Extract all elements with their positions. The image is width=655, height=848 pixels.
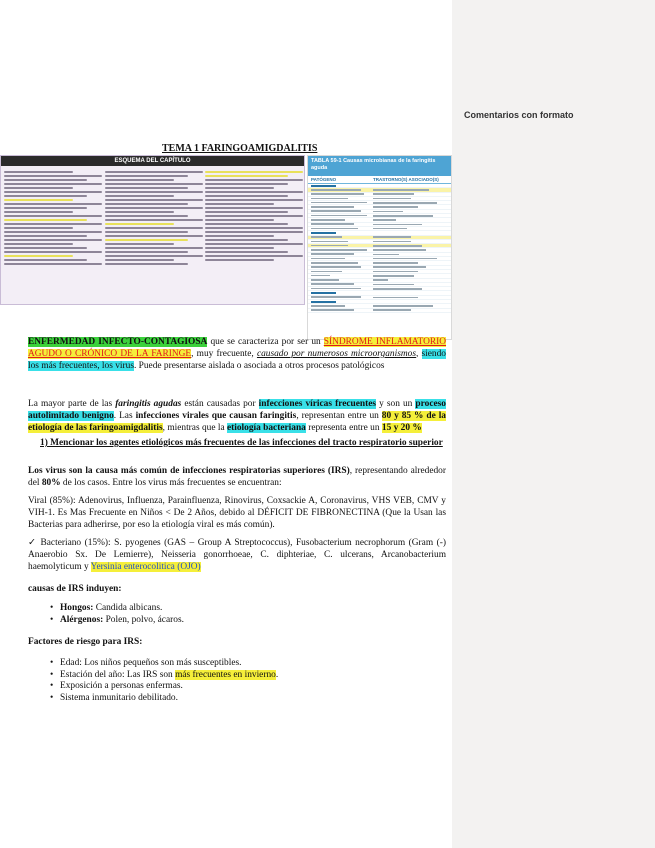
text-span: . Puede presentarse aislada o asociada a otros procesos patológicos: [133, 361, 385, 371]
text-microorganismos: causado por numerosos microorganismos: [256, 349, 416, 359]
comments-pane-title: Comentarios con formato: [464, 110, 574, 120]
text-yersinia: Yersinia enterocolitica (OJO): [90, 562, 201, 572]
paragraph-etiology: [28, 398, 446, 434]
text-virus-frecuentes: siendo los más frecuentes, los virus: [28, 349, 446, 371]
text-span: ✓ Bacteriano (15%): S. pyogenes (GAS – Group A Streptococcus), Fusobacterium necrophorum (Gram (-) Anaerobio Sx. De Lemierre), Neisseria gonorrhoeae, C. diphteriae, C. ulcerans, Arcanobacterium haemolyticum y: [28, 538, 446, 572]
text-infecciones-virales: infecciones virales que causan faringitis: [135, 411, 297, 421]
list-item-label: Alérgenos:: [60, 614, 104, 625]
text-virus-causa: Los virus son la causa más común de infecciones respiratorias superiores (IRS): [28, 466, 350, 476]
text-span: , representando alrededor del: [28, 466, 446, 488]
list-item-text: Sistema inmunitario debilitado.: [60, 692, 178, 703]
microbial-causes-table-image: [307, 155, 452, 340]
outline-column-1: [4, 169, 102, 267]
table-col-pathogen: PATÓGENO: [311, 177, 337, 182]
text-proceso-autolimitado: proceso autolimitado benigno: [28, 399, 446, 421]
outline-column-2: [105, 169, 203, 267]
paragraph-risk-factors: Factores de riesgo para IRS:: [28, 637, 143, 647]
text-span: que se caracteriza por ser un: [207, 337, 324, 347]
text-infecciones-viricas: infecciones víricas frecuentes: [258, 399, 377, 409]
list-item-text: Estación del año: Las IRS son: [60, 669, 176, 680]
chapter-outline-header: ESQUEMA DEL CAPÍTULO: [1, 156, 304, 166]
text-span: representa entre un: [305, 423, 382, 433]
list-item-text: Candida albicans.: [93, 603, 163, 613]
text-15-20: 15 y 20 %: [381, 423, 422, 433]
document-title: TEMA 1 FARINGOAMIGDALITIS: [162, 143, 318, 154]
risk-factors-list: [60, 658, 440, 704]
text-infectocontagiosa: ENFERMEDAD INFECTO-CONTAGIOSA: [28, 337, 208, 347]
text-80: 80%: [41, 478, 61, 488]
list-item-label: Hongos:: [60, 603, 94, 613]
list-item: [60, 603, 440, 615]
text-span: , muy frecuente,: [191, 349, 257, 359]
table-image-header: TABLA 59-1 Causas microbianas de la faringitis aguda: [308, 156, 451, 176]
list-item-text: Edad: Los niños pequeños son más susceptibles.: [60, 658, 242, 668]
text-span: de los casos. Entre los virus más frecuentes se encuentran:: [60, 478, 282, 488]
text-span: , mientras que la: [162, 423, 227, 433]
text-span: están causadas por: [181, 399, 259, 409]
paragraph-causas-irs: causas de IRS induyen:: [28, 584, 122, 594]
list-item-text: .: [275, 669, 279, 680]
comments-pane: [452, 0, 655, 848]
causes-list: [60, 603, 440, 626]
paragraph-definition: [28, 336, 446, 372]
list-item: [60, 681, 440, 693]
list-item-text: Polen, polvo, ácaros.: [103, 614, 184, 625]
list-item: [60, 658, 440, 670]
paragraph-bacteriano: [28, 537, 446, 573]
list-item-text: Exposición a personas enfermas.: [60, 681, 183, 691]
chapter-outline-image: [0, 155, 305, 305]
section-heading-1: 1) Mencionar los agentes etiológicos más frecuentes de las infecciones del tracto respiratorio superior: [40, 438, 443, 448]
text-faringitis-agudas: faringitis agudas: [115, 399, 182, 409]
text-80-85: 80 y 85 % de la etiología de las faringoamigdalitis: [28, 411, 446, 433]
text-invierno: más frecuentes en invierno: [175, 669, 276, 680]
text-span: ,: [415, 349, 422, 359]
table-image-column-headers: [308, 176, 451, 184]
list-item: [60, 693, 440, 705]
text-sindrome: SÍNDROME INFLAMATORIO AGUDO O CRÓNICO DE LA FARINGE: [28, 337, 447, 359]
paragraph-virus-irs: [28, 465, 446, 489]
paragraph-viral: Viral (85%): Adenovirus, Influenza, Parainfluenza, Rinovirus, Coxsackie A, Coronavirus, VHS VEB, CMV y VIH-1. Es Mas Frecuente en Niños < De 2 Años, debido al DÉFICIT DE FIBRONECTINA (Que la Usan las Bacterias para adherirse, por eso la etiología viral es más común).: [28, 496, 446, 530]
table-col-disorder: TRASTORNO(S) ASOCIADO(S): [373, 177, 439, 182]
text-span: La mayor parte de las: [28, 399, 116, 409]
text-etiologia-bacteriana: etiología bacteriana: [226, 423, 306, 433]
outline-column-3: [205, 169, 303, 263]
text-span: . Las: [113, 411, 136, 421]
list-item: [60, 670, 440, 682]
text-span: y son un: [376, 399, 416, 409]
text-span: , representan entre un: [296, 411, 382, 421]
list-item: [60, 615, 440, 627]
